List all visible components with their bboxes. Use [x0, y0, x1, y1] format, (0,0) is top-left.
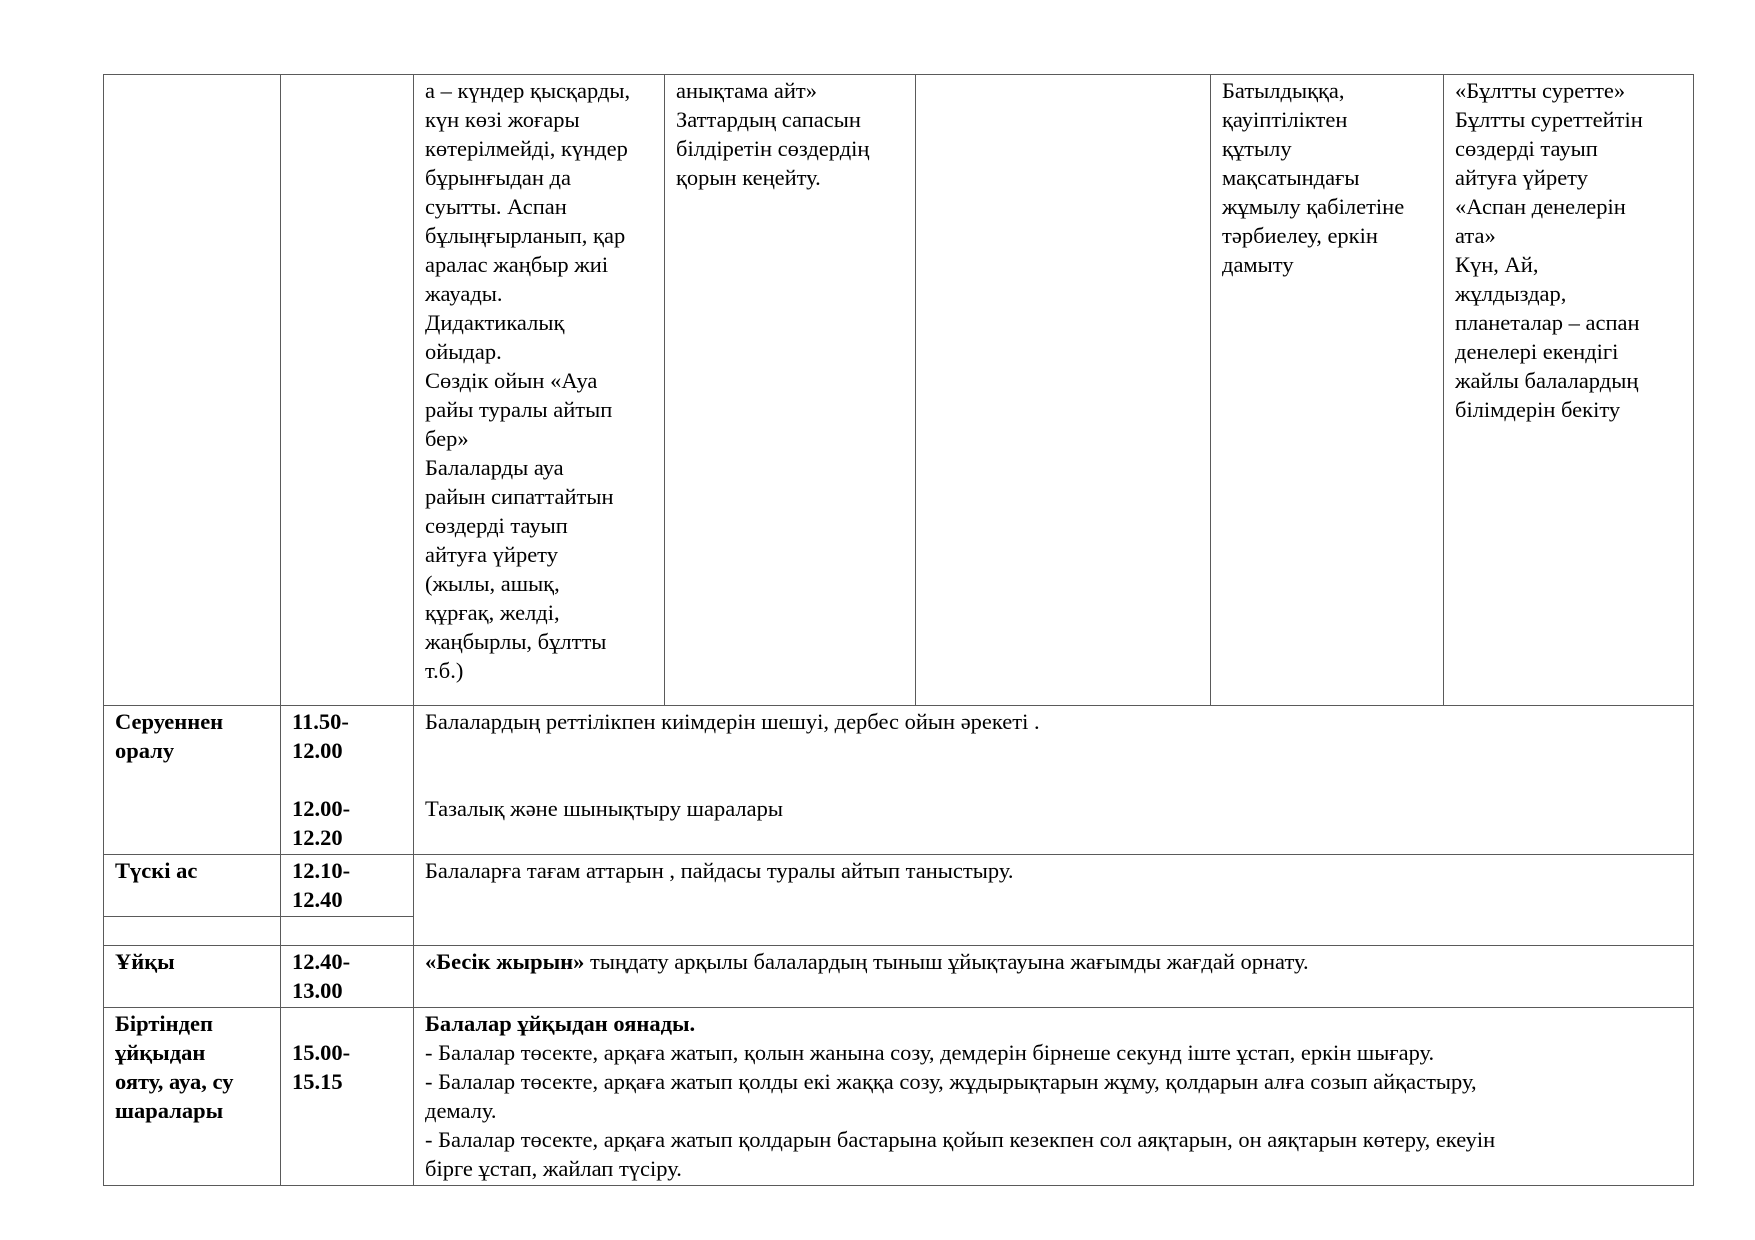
text-line: Балаларды ауа [425, 455, 564, 480]
text-line: ата» [1455, 223, 1496, 248]
text-line: а – күндер қысқарды, [425, 78, 631, 103]
text-line: сөздерді тауып [425, 513, 568, 538]
cell-empty-time [281, 917, 414, 946]
text-line: ойыдар. [425, 339, 502, 364]
text-line: білдіретін сөздердің [676, 136, 870, 161]
wake-lines [425, 1038, 1682, 1183]
text-line: 12.40- [292, 949, 351, 974]
cell-lunch-label [104, 855, 281, 917]
text-line: бірге ұстап, жайлап түсіру. [425, 1156, 682, 1181]
lunch-label: Түскі ас [115, 858, 198, 883]
text-line: - Балалар төсекте, арқаға жатып, қолын жанына созу, демдерін бірнеше секунд іште ұстап, еркін шығару. [425, 1040, 1435, 1065]
text-line: сөздерді тауып [1455, 136, 1598, 161]
text-line: білімдерін бекіту [1455, 397, 1621, 422]
cell-walk-col4 [665, 75, 916, 706]
text-line: аралас жаңбыр жиі [425, 252, 609, 277]
daily-plan-table [103, 74, 1694, 1186]
text-line: денелері екендігі [1455, 339, 1619, 364]
table-row-return [104, 706, 1694, 855]
text-line: мақсатындағы [1222, 165, 1360, 190]
sleep-text-bold: «Бесік жырын» [425, 949, 585, 974]
text-line: қауіптіліктен [1222, 107, 1348, 132]
spacer [425, 765, 1682, 794]
text-line: Батылдыққа, [1222, 78, 1345, 103]
text-line: Күн, Ай, [1455, 252, 1539, 277]
table-row-lunch [104, 855, 1694, 917]
return-text-1: Балалардың реттілікпен киімдерін шешуі, дербес ойын әрекеті . [425, 709, 1040, 734]
text-line: жайлы балалардың [1455, 368, 1639, 393]
text-line: айтуға үйрету [1455, 165, 1588, 190]
text-line: оралу [115, 738, 175, 763]
text-line: суытты. Аспан [425, 194, 567, 219]
text-line: шаралары [115, 1098, 224, 1123]
text-line: райын сипаттайтын [425, 484, 614, 509]
text-line: 15.15 [292, 1069, 343, 1094]
text-line: ұйқыдан [115, 1040, 206, 1065]
text-line: 13.00 [292, 978, 343, 1003]
return-time-1 [292, 707, 402, 765]
text-line: құтылу [1222, 136, 1292, 161]
cell-walk-col7 [1444, 75, 1694, 706]
cell-walk-label [104, 75, 281, 706]
text-line: - Балалар төсекте, арқаға жатып қолдарын бастарына қойып кезекпен сол аяқтарын, он аяқтарын көтеру, екеуін [425, 1127, 1496, 1152]
spacer [425, 736, 1682, 765]
spacer [292, 765, 402, 794]
cell-return-time [281, 706, 414, 855]
text-line: - Балалар төсекте, арқаға жатып қолды екі жаққа созу, жұдырықтарын жұму, қолдарын алға созып айқастыру, [425, 1069, 1477, 1094]
text-line: «Бұлтты суретте» [1455, 78, 1626, 103]
text-line: 12.40 [292, 887, 343, 912]
return-text-2: Тазалық және шынықтыру шаралары [425, 796, 783, 821]
cell-return-label [104, 706, 281, 855]
text-line: қорын кеңейту. [676, 165, 821, 190]
text-line: Біртіндеп [115, 1011, 213, 1036]
table-row-wake [104, 1008, 1694, 1186]
text-line: тәрбиелеу, еркін [1222, 223, 1378, 248]
text-line: 11.50- [292, 709, 349, 734]
text-line: ояту, ауа, су [115, 1069, 234, 1094]
text-line: айтуға үйрету [425, 542, 558, 567]
text-line: 12.00- [292, 796, 351, 821]
text-line: «Аспан денелерін [1455, 194, 1626, 219]
text-line: дамыту [1222, 252, 1294, 277]
cell-return-text [414, 706, 1694, 855]
text-line: жұлдыздар, [1455, 281, 1567, 306]
text-line: құрғақ, желді, [425, 600, 560, 625]
text-line: 15.00- [292, 1040, 351, 1065]
cell-walk-col3 [414, 75, 665, 706]
cell-walk-col5 [916, 75, 1211, 706]
text-line: (жылы, ашық, [425, 571, 560, 596]
text-line: Бұлтты суреттейтін [1455, 107, 1643, 132]
return-time-2 [292, 794, 402, 852]
text-line: демалу. [425, 1098, 497, 1123]
text-line: жұмылу қабілетіне [1222, 194, 1405, 219]
text-line: бұлыңғырланып, қар [425, 223, 626, 248]
table-row-walk [104, 75, 1694, 706]
text-line: көтерілмейді, күндер [425, 136, 628, 161]
text-line: Сөздік ойын «Ауа [425, 368, 598, 393]
text-line: 12.10- [292, 858, 351, 883]
cell-wake-time [281, 1008, 414, 1186]
cell-wake-label [104, 1008, 281, 1186]
cell-sleep-text [414, 946, 1694, 1008]
text-line: райы туралы айтып [425, 397, 613, 422]
sleep-text: тыңдату арқылы балалардың тыныш ұйықтауына жағымды жағдай орнату. [584, 949, 1309, 974]
lunch-text: Балаларға тағам аттарын , пайдасы туралы айтып таныстыру. [425, 858, 1014, 883]
text-line: күн көзі жоғары [425, 107, 580, 132]
text-line: жауады. [425, 281, 503, 306]
text-line: Заттардың сапасын [676, 107, 861, 132]
text-line: бұрынғыдан да [425, 165, 571, 190]
text-line: т.б.) [425, 658, 464, 683]
cell-walk-col6 [1211, 75, 1444, 706]
cell-walk-time [281, 75, 414, 706]
cell-sleep-time [281, 946, 414, 1008]
sleep-label: Ұйқы [115, 949, 175, 974]
text-line: планеталар – аспан [1455, 310, 1640, 335]
cell-sleep-label [104, 946, 281, 1008]
text-line: анықтама айт» [676, 78, 817, 103]
text-line: 12.00 [292, 738, 343, 763]
text-line: жаңбырлы, бұлтты [425, 629, 607, 654]
wake-time [292, 1038, 402, 1096]
text-line: Дидактикалық [425, 310, 565, 335]
text-line: 12.20 [292, 825, 343, 850]
spacer [292, 1009, 402, 1038]
table-row-sleep [104, 946, 1694, 1008]
cell-wake-text [414, 1008, 1694, 1186]
cell-empty-label [104, 917, 281, 946]
wake-title: Балалар ұйқыдан оянады. [425, 1011, 696, 1036]
cell-lunch-time [281, 855, 414, 917]
cell-lunch-text [414, 855, 1694, 946]
text-line: Серуеннен [115, 709, 224, 734]
text-line: бер» [425, 426, 469, 451]
